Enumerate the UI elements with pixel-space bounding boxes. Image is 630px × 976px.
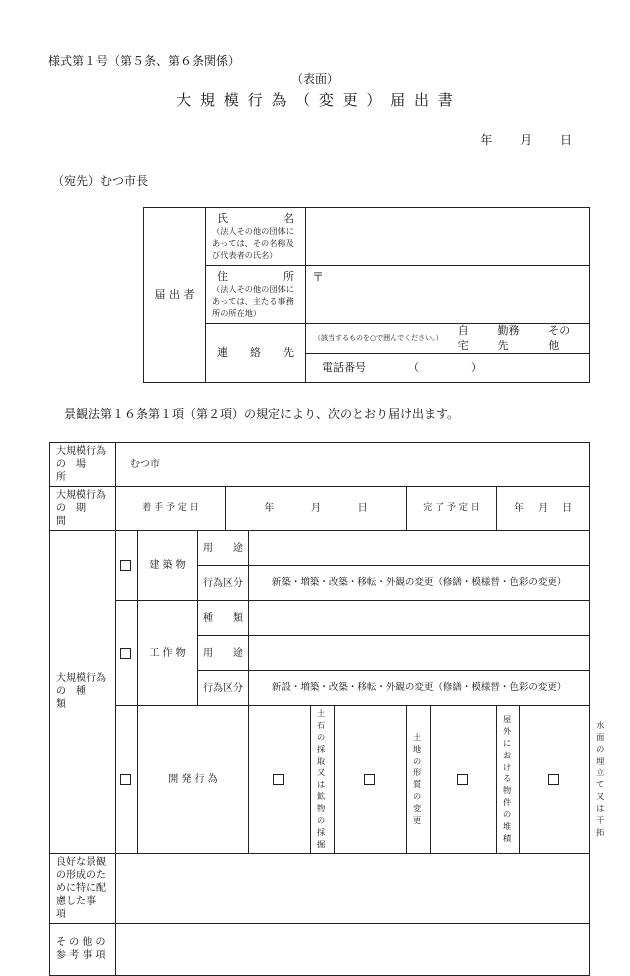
landscape-field[interactable] <box>116 853 590 923</box>
location-field[interactable] <box>116 443 590 487</box>
details-table: 大規模行為の 場 所 むつ市 大規模行為の 期 間 着 手 予 定 日 年 月 日 完 了 予 定 日 年 月 日 大規模行為の 種 類 建 築 物 用 途 行為区分 新築・増築・改築・移転・外観の変更（修繕・模様替・色彩の変更） 工 作 物 種 類 用 途 行為区分 新設・増築・改築・移転・外観の変更（修繕・模様替・色彩の変更） 開 発 行 為 土石の採取又は鉱物の採掘 土地の形質の変更 屋外における物件の堆積 水面の埋立て又は干拓 良好な景観の形成のために特に配慮した事 項 そ の 他 の参 考 事 項 <box>49 442 590 976</box>
other-reference-label: そ の 他 の参 考 事 項 <box>50 923 116 975</box>
structure-kind-label: 種 類 <box>198 601 249 636</box>
phone-close: ） <box>471 360 482 374</box>
form-title: 大 規 模 行 為 （ 変 更 ） 届 出 書 <box>176 91 454 109</box>
building-label: 建 築 物 <box>138 531 198 601</box>
other-reference-field[interactable] <box>116 923 590 975</box>
development-label: 開 発 行 為 <box>138 706 249 854</box>
building-action-label: 行為区分 <box>198 566 249 601</box>
name-field[interactable] <box>306 208 590 266</box>
mining-label: 土石の採取又は鉱物の採掘 <box>311 706 335 854</box>
end-day: 日 <box>562 503 573 514</box>
contact-hint: （該当するものを○で囲んでください。） <box>314 333 443 342</box>
form-number: 様式第１号（第５条、第６条関係） <box>48 54 241 68</box>
structure-kind-field[interactable] <box>249 601 590 636</box>
name-label: 氏 名 <box>217 211 294 225</box>
building-usage-label: 用 途 <box>198 531 249 566</box>
type-label: 大規模行為の 種 類 <box>50 531 116 854</box>
mining-checkbox[interactable] <box>249 706 311 854</box>
phone-open: （ <box>408 360 419 374</box>
structure-usage-label: 用 途 <box>198 636 249 671</box>
end-date-field[interactable] <box>497 487 590 531</box>
side-label: （表面） <box>290 72 339 86</box>
land-change-label: 土地の形質の変更 <box>407 706 431 854</box>
period-label: 大規模行為の 期 間 <box>50 487 116 531</box>
storage-label: 屋外における物件の堆積 <box>497 706 520 854</box>
contact-label: 連 絡 先 <box>206 324 306 383</box>
phone-label: 電話番号 <box>322 360 366 374</box>
landscape-label: 良好な景観の形成のために特に配慮した事 項 <box>50 853 116 923</box>
structure-usage-field[interactable] <box>249 636 590 671</box>
start-day: 日 <box>357 503 368 514</box>
addressee: （宛先）むつ市長 <box>52 174 149 188</box>
structure-label: 工 作 物 <box>138 601 198 706</box>
date-day: 日 <box>559 133 572 147</box>
start-date-field[interactable] <box>226 487 407 531</box>
contact-option-home[interactable]: 自宅 <box>457 324 469 352</box>
statement: 景観法第１６条第１項（第２項）の規定により、次のとおり届け出ます。 <box>64 407 460 421</box>
start-year: 年 <box>264 503 275 514</box>
location-value: むつ市 <box>130 459 160 470</box>
date-month: 月 <box>520 133 533 147</box>
building-usage-field[interactable] <box>249 531 590 566</box>
structure-checkbox[interactable] <box>116 601 138 706</box>
structure-action-label: 行為区分 <box>198 671 249 706</box>
contact-option-work[interactable]: 勤務先 <box>497 324 520 352</box>
name-note: （法人その他の団体にあっては、その名称及び代表者の氏名） <box>212 225 294 260</box>
end-date-label: 完 了 予 定 日 <box>407 487 497 531</box>
development-checkbox[interactable] <box>116 706 138 854</box>
applicant-table <box>143 207 590 383</box>
start-date-label: 着 手 予 定 日 <box>116 487 226 531</box>
land-change-checkbox[interactable] <box>335 706 407 854</box>
address-note: （法人その他の団体にあっては、主たる事務所の所在地） <box>212 283 294 318</box>
reclaim-checkbox[interactable] <box>520 706 590 854</box>
applicant-section-label: 届 出 者 <box>144 208 206 383</box>
location-label: 大規模行為の 場 所 <box>50 443 116 487</box>
submission-date[interactable] <box>480 131 572 148</box>
contact-option-other[interactable]: その他 <box>548 324 571 352</box>
structure-actions[interactable]: 新設・増築・改築・移転・外観の変更（修繕・模様替・色彩の変更） <box>249 671 590 706</box>
address-field[interactable] <box>306 266 590 324</box>
date-year: 年 <box>480 133 493 147</box>
end-month: 月 <box>538 503 549 514</box>
storage-checkbox[interactable] <box>431 706 497 854</box>
address-label: 住 所 <box>217 269 294 283</box>
building-actions[interactable]: 新築・増築・改築・移転・外観の変更（修繕・模様替・色彩の変更） <box>249 566 590 601</box>
postal-mark: 〒 <box>312 270 325 284</box>
end-year: 年 <box>514 503 525 514</box>
building-checkbox[interactable] <box>116 531 138 601</box>
start-month: 月 <box>310 503 321 514</box>
